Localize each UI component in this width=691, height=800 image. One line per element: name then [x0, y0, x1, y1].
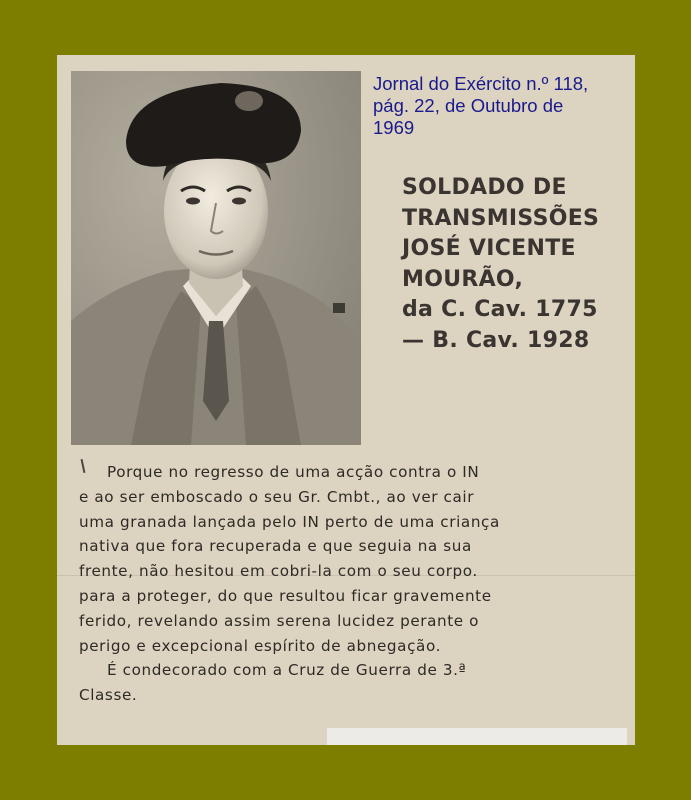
source-caption-line: Jornal do Exército n.º 118,: [373, 73, 589, 94]
source-caption-line: pág. 22, de Outubro de: [373, 95, 564, 116]
soldier-portrait-photo: [71, 71, 361, 445]
paper-whiteout-strip: [327, 728, 627, 745]
citation-line: nativa que fora recuperada e que seguia na sua: [79, 537, 472, 556]
headline-line: SOLDADO DE: [402, 175, 567, 200]
citation-line: Porque no regresso de uma acção contra o IN: [107, 463, 480, 481]
headline: [402, 173, 632, 356]
headline-line: — B. Cav. 1928: [402, 327, 590, 353]
citation-line: ferido, revelando assim serena lucidez perante o: [79, 611, 480, 630]
source-caption: [373, 73, 635, 139]
headline-line: JOSÉ VICENTE: [402, 236, 576, 261]
headline-line: da C. Cav. 1775: [402, 297, 598, 322]
newspaper-clipping: [57, 55, 635, 745]
citation-text: [79, 460, 631, 708]
headline-line: TRANSMISSÕES: [402, 205, 600, 231]
citation-line: para a proteger, do que resultou ficar gravemente: [79, 586, 492, 605]
citation-line: uma granada lançada pelo IN perto de uma criança: [79, 512, 500, 531]
headline-line: MOURÃO,: [402, 266, 524, 292]
citation-line: É condecorado com a Cruz de Guerra de 3.ª: [107, 661, 467, 680]
citation-line: perigo e excepcional espírito de abnegação.: [79, 636, 441, 655]
citation-line: frente, não hesitou em cobri-la com o seu corpo.: [79, 562, 478, 581]
soldier-portrait-illustration: [71, 71, 361, 445]
citation-line: Classe.: [79, 686, 138, 705]
citation-line: e ao ser emboscado o seu Gr. Cmbt., ao ver cair: [79, 487, 475, 506]
source-caption-line: 1969: [373, 117, 415, 138]
